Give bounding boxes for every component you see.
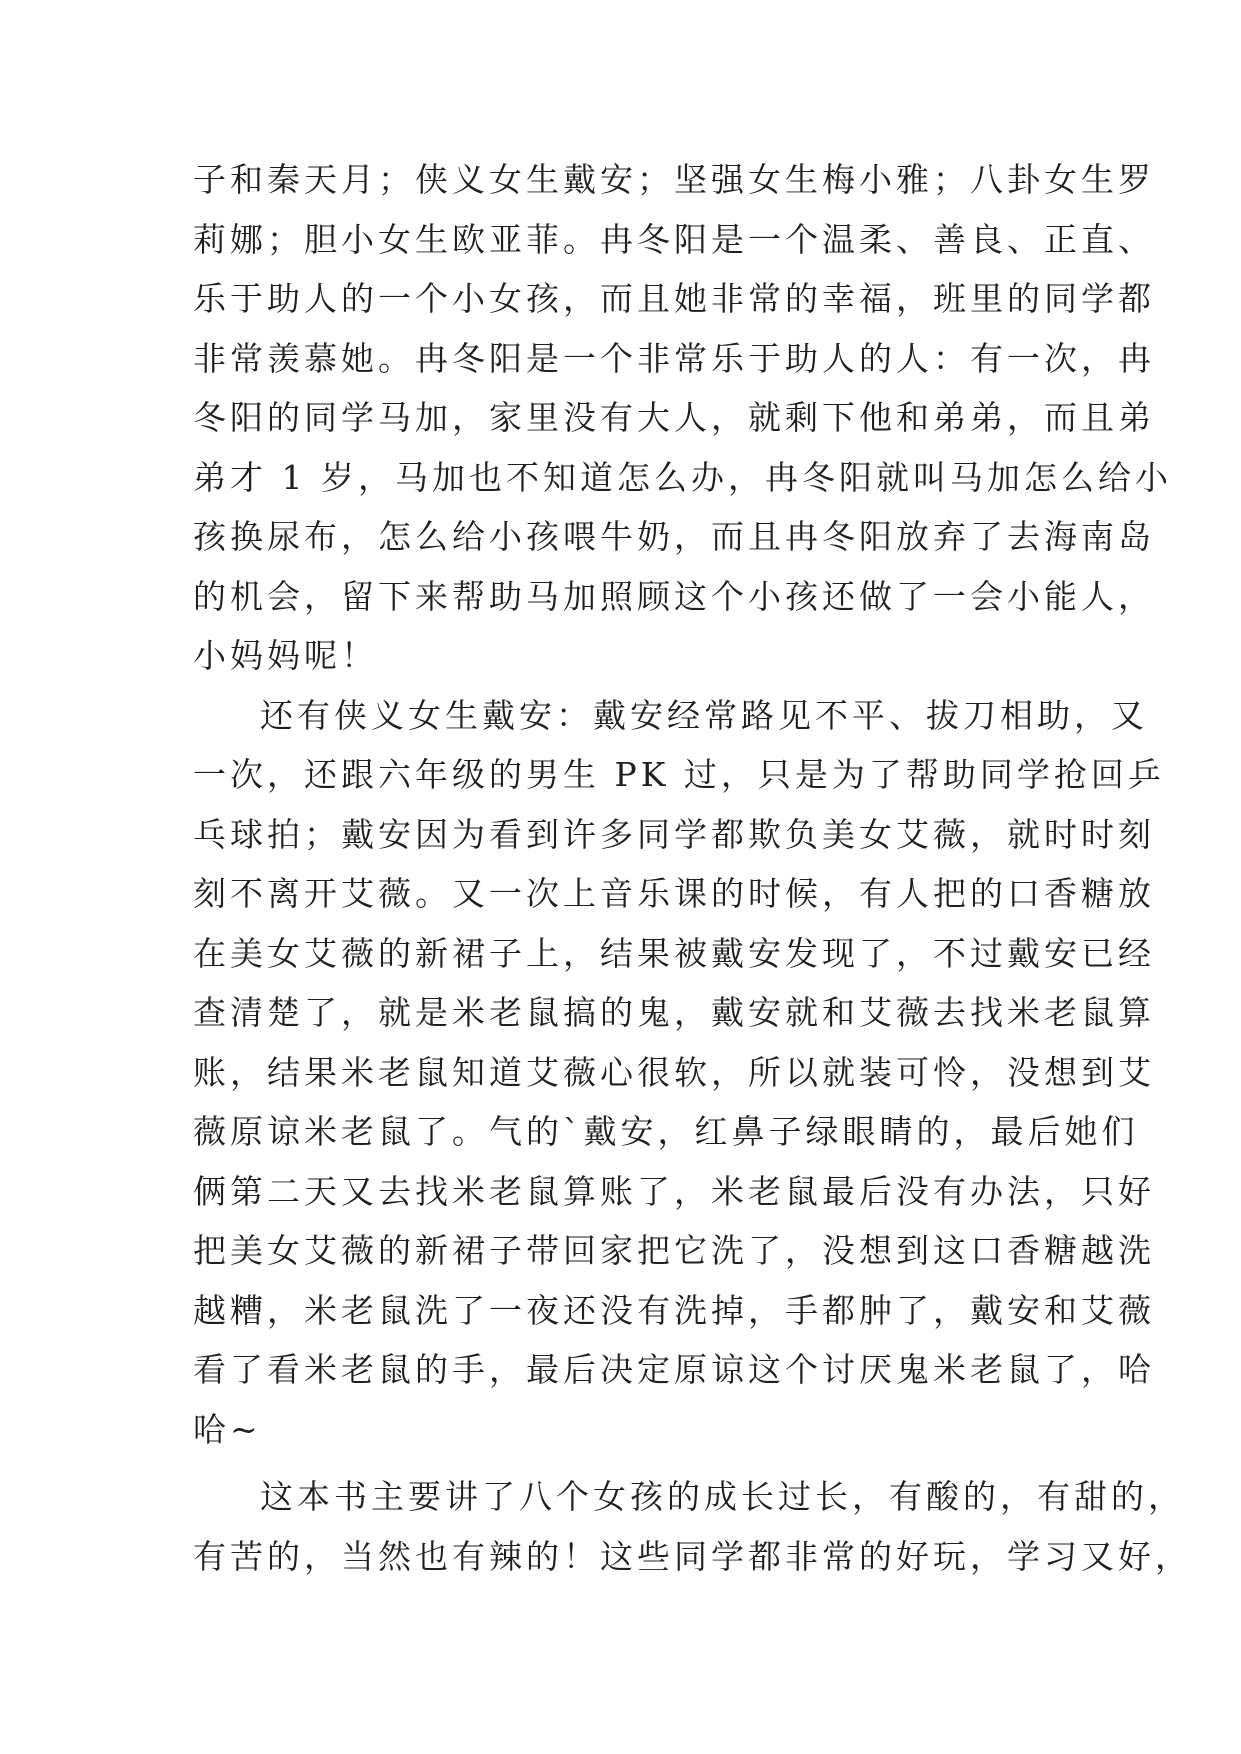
text-line: 的机会，留下来帮助马加照顾这个小孩还做了一会小能人， [193, 576, 1155, 616]
paragraph-spacing [193, 1459, 1063, 1467]
text-line: 把美女艾薇的新裙子带回家把它洗了，没想到这口香糖越洗 [193, 1231, 1155, 1270]
text-line: 这本书主要讲了八个女孩的成长过长，有酸的，有甜的， [260, 1477, 1185, 1516]
text-line: 乓球拍；戴安因为看到许多同学都欺负美女艾薇，就时时刻 [193, 814, 1155, 854]
text-line: 越糟，米老鼠洗了一夜还没有洗掉，手都肿了，戴安和艾薇 [193, 1290, 1155, 1330]
text-line: 账，结果米老鼠知道艾薇心很软，所以就装可怜，没想到艾 [193, 1052, 1155, 1092]
text-line: 薇原谅米老鼠了。气的`戴安，红鼻子绿眼睛的，最后她们 [193, 1112, 1139, 1151]
text-line: 冬阳的同学马加，家里没有大人，就剩下他和弟弟，而且弟 [193, 398, 1155, 437]
text-line: 在美女艾薇的新裙子上，结果被戴安发现了，不过戴安已经 [193, 933, 1155, 973]
paragraph-3 [193, 1467, 1192, 1586]
paragraph-2 [193, 686, 1165, 1460]
text-line: 非常羡慕她。冉冬阳是一个非常乐于助人的人：有一次，冉 [193, 338, 1155, 378]
text-line: 小妈妈呢！ [193, 636, 378, 675]
text-line: 莉娜；胆小女生欧亚菲。冉冬阳是一个温柔、善良、正直、 [193, 219, 1155, 259]
text-line: 有苦的，当然也有辣的！这些同学都非常的好玩，学习又好， [193, 1536, 1192, 1576]
text-line: 哈~ [193, 1409, 262, 1449]
text-line: 孩换尿布，怎么给小孩喂牛奶，而且冉冬阳放弃了去海南岛 [193, 517, 1155, 556]
text-line: 还有侠义女生戴安：戴安经常路见不平、拔刀相助，又 [260, 695, 1148, 735]
text-line: 俩第二天又去找米老鼠算账了，米老鼠最后没有办法，只好 [193, 1171, 1155, 1211]
text-line: 刻不离开艾薇。又一次上音乐课的时候，有人把的口香糖放 [193, 874, 1155, 913]
text-line: 乐于助人的一个小女孩，而且她非常的幸福，班里的同学都 [193, 279, 1155, 318]
text-line: 看了看米老鼠的手，最后决定原谅这个讨厌鬼米老鼠了，哈 [193, 1350, 1155, 1389]
text-line: 子和秦天月；侠义女生戴安；坚强女生梅小雅；八卦女生罗 [193, 160, 1155, 199]
paragraph-1 [193, 150, 1172, 686]
text-line: 一次，还跟六年级的男生 PK 过，只是为了帮助同学抢回乒 [193, 755, 1165, 794]
document-body [193, 150, 1192, 1586]
text-line: 查清楚了，就是米老鼠搞的鬼，戴安就和艾薇去找米老鼠算 [193, 993, 1155, 1032]
text-line: 弟才 1 岁，马加也不知道怎么办，冉冬阳就叫马加怎么给小 [193, 457, 1172, 497]
